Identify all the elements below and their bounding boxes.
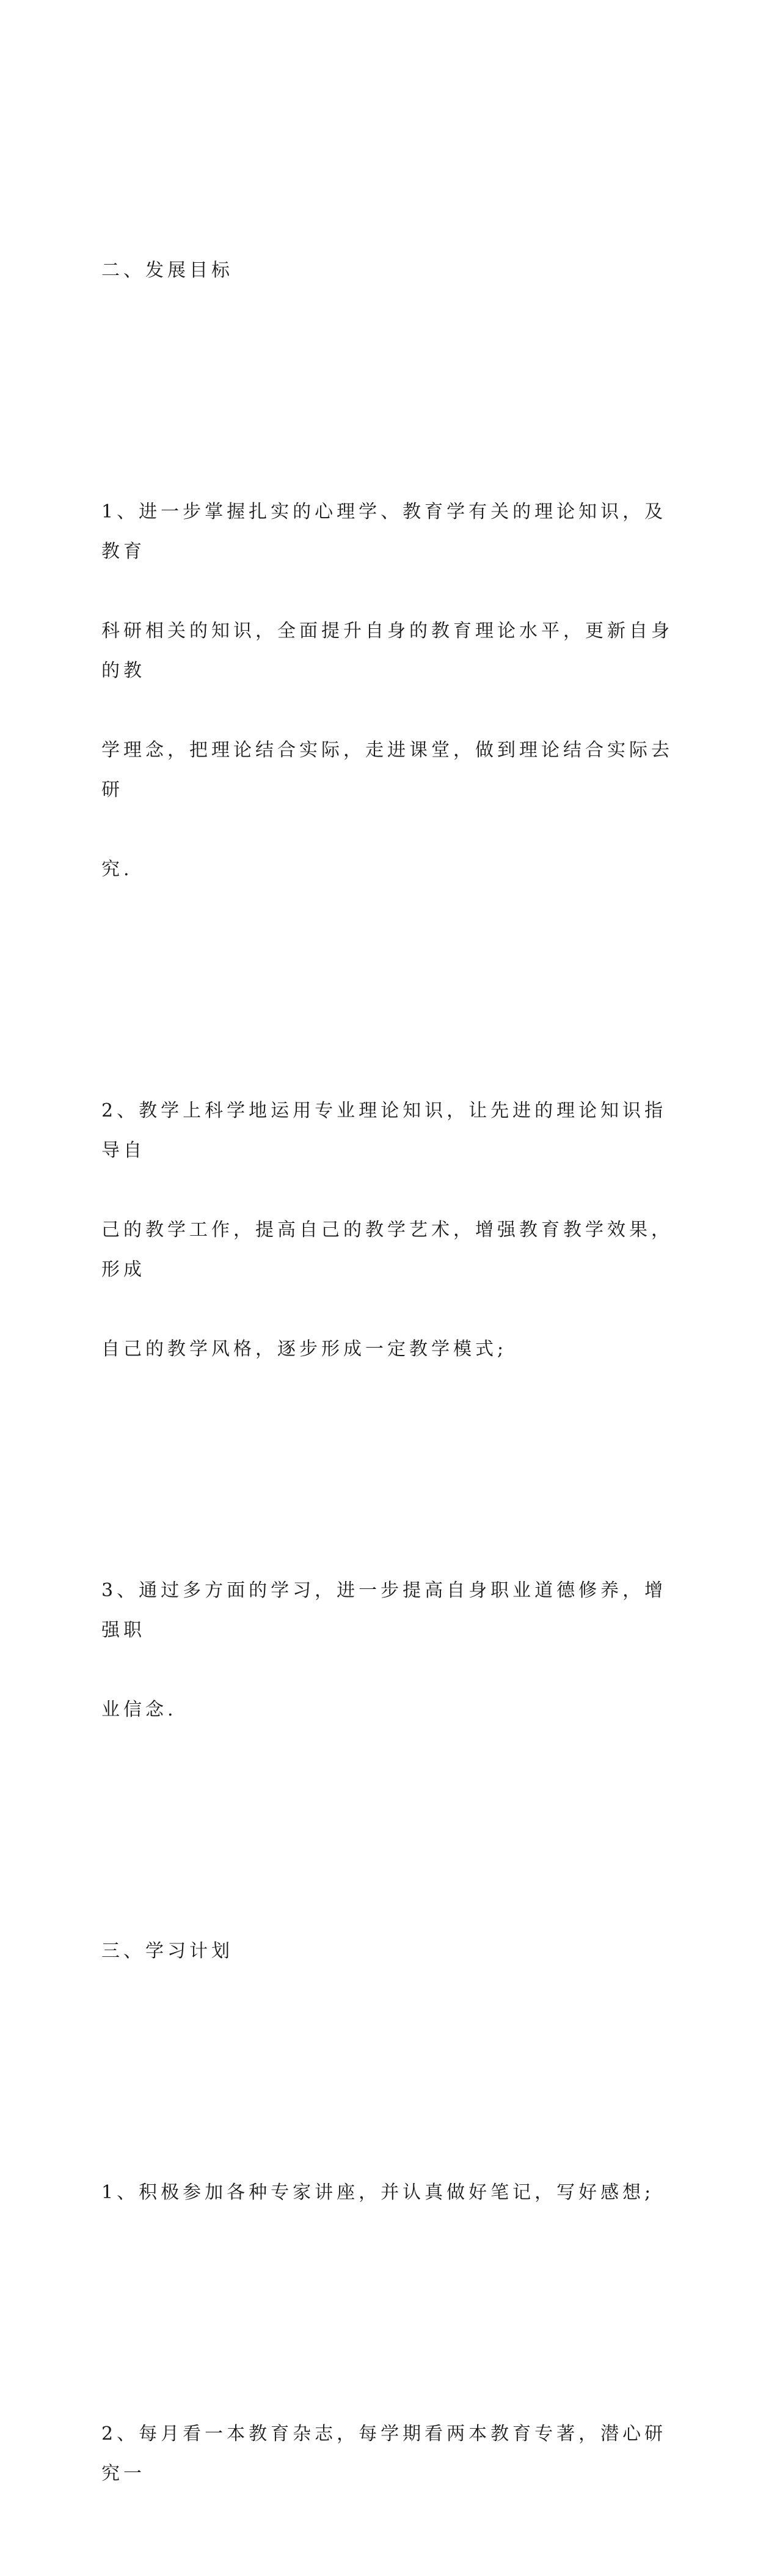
text-line: 1、积极参加各种专家讲座，并认真做好笔记，写好感想; bbox=[101, 2182, 655, 2203]
goal-paragraph-2 bbox=[101, 1011, 676, 1448]
text-line: 3、通过多方面的学习，进一步提高自身职业道德修养，增强职 bbox=[101, 1580, 667, 1641]
plan-paragraph-2 bbox=[101, 2335, 676, 2533]
text-line: 己的教学工作，提高自己的教学艺术，增强教育教学效果，形成 bbox=[101, 1219, 673, 1280]
text-line: 业信念. bbox=[101, 1699, 177, 1720]
text-line: 科研相关的知识，全面提升自身的教育理论水平，更新自身的教 bbox=[101, 620, 673, 681]
goal-paragraph-1 bbox=[101, 413, 676, 969]
goal-paragraph-3 bbox=[101, 1491, 676, 1809]
text-line: 1、进一步掌握扎实的心理学、教育学有关的理论知识，及教育 bbox=[101, 501, 667, 562]
text-line: 2、每月看一本教育杂志，每学期看两本教育专著，潜心研究一 bbox=[101, 2423, 667, 2484]
text-line: 学理念，把理论结合实际，走进课堂，做到理论结合实际去研 bbox=[101, 739, 673, 801]
text-line: 三、学习计划 bbox=[101, 1940, 233, 1962]
text-line: 究. bbox=[101, 859, 133, 880]
document-body bbox=[101, 171, 676, 2576]
section-heading-development-goals bbox=[101, 171, 676, 370]
text-line: 二、发展目标 bbox=[101, 260, 233, 281]
text-line: 自己的教学风格，逐步形成一定教学模式; bbox=[101, 1338, 508, 1360]
text-line: 2、教学上科学地运用专业理论知识，让先进的理论知识指导自 bbox=[101, 1100, 667, 1161]
section-heading-study-plan bbox=[101, 1852, 676, 2050]
plan-paragraph-1 bbox=[101, 2093, 676, 2292]
